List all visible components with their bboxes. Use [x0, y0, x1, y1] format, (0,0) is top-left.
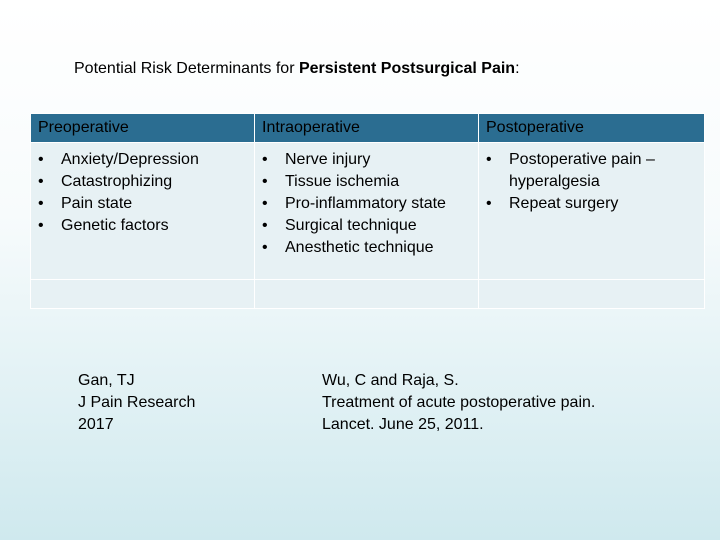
list-item: • Postoperative pain – hyperalgesia: [479, 149, 700, 193]
postoperative-cell: [479, 143, 705, 280]
list-item: • Genetic factors: [31, 215, 250, 237]
preoperative-cell: [31, 143, 255, 280]
intraoperative-list: [255, 149, 474, 259]
empty-cell: [479, 280, 705, 309]
list-item: • Tissue ischemia: [255, 171, 474, 193]
citation-line: Wu, C and Raja, S.: [322, 372, 459, 389]
citation-line: 2017: [78, 416, 114, 433]
citation-line: Gan, TJ: [78, 372, 135, 389]
intraoperative-cell: [255, 143, 479, 280]
risk-determinants-table: [30, 113, 705, 309]
citation-line: J Pain Research: [78, 394, 196, 411]
citation-wu-raja: [322, 370, 595, 436]
empty-row: [31, 280, 705, 309]
preoperative-list: [31, 149, 250, 237]
list-item: • Repeat surgery: [479, 193, 700, 215]
citation-line: Lancet. June 25, 2011.: [322, 416, 484, 433]
list-item: • Anxiety/Depression: [31, 149, 250, 171]
list-item: • Anesthetic technique: [255, 237, 474, 259]
header-preoperative: Preoperative: [31, 114, 255, 143]
postoperative-list: [479, 149, 700, 215]
list-item: • Pro-inflammatory state: [255, 193, 474, 215]
list-item: • Pain state: [31, 193, 250, 215]
title-suffix: :: [515, 60, 520, 77]
table-header-row: [31, 114, 705, 143]
title-emphasis: Persistent Postsurgical Pain: [298, 60, 516, 77]
header-intraoperative: Intraoperative: [255, 114, 479, 143]
list-item: • Surgical technique: [255, 215, 474, 237]
empty-cell: [255, 280, 479, 309]
header-postoperative: Postoperative: [479, 114, 705, 143]
list-item: • Catastrophizing: [31, 171, 250, 193]
table-row: [31, 143, 705, 280]
citation-line: Treatment of acute postoperative pain.: [322, 394, 596, 411]
list-item: • Nerve injury: [255, 149, 474, 171]
title-prefix: Potential Risk Determinants for: [74, 60, 299, 77]
citation-gan: [78, 370, 195, 436]
slide-title: [74, 60, 520, 78]
empty-cell: [31, 280, 255, 309]
